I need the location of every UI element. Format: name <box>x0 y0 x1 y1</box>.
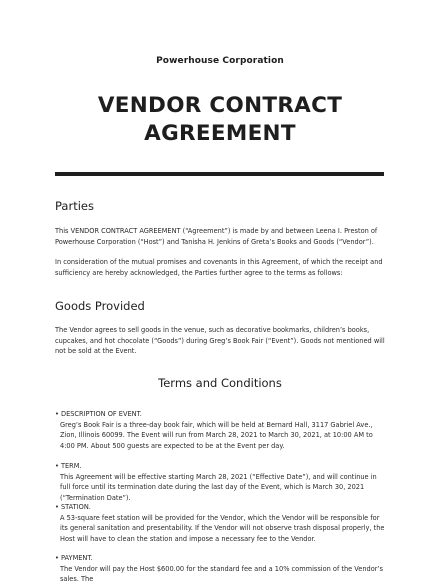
document-title <box>40 92 400 148</box>
title-line-2: AGREEMENT <box>144 121 296 146</box>
term-item-label: • DESCRIPTION OF EVENT. <box>55 410 142 418</box>
term-item-body: This Agreement will be effective starting March 28, 2021 (“Effective Date”), and will continue in full force until its termination date during the last day of the Event, which is March 30, 2021 (“Termination Date”). <box>60 472 377 502</box>
term-item-station <box>55 502 387 544</box>
goods-heading: Goods Provided <box>55 299 145 313</box>
goods-paragraph: The Vendor agrees to sell goods in the venue, such as decorative bookmarks, children’s books, cupcakes, and hot chocolate (“Goods”) during Greg’s Book Fair (“Event”). Goods not mentioned will not be sold at the Event. <box>55 326 385 355</box>
parties-paragraph-1: This VENDOR CONTRACT AGREEMENT (“Agreement”) is made by and between Leena I. Preston of Powerhouse Corporation (“Host”) and Tanisha H. Jenkins of Greta’s Books and Goods (“Vendor”). <box>55 227 378 246</box>
term-item-description <box>55 409 387 451</box>
title-line-1: VENDOR CONTRACT <box>97 93 343 118</box>
terms-heading: Terms and Conditions <box>158 376 282 390</box>
term-item-term <box>55 461 387 503</box>
company-name: Powerhouse Corporation <box>156 56 284 66</box>
title-divider <box>55 172 384 176</box>
term-item-body: The Vendor will pay the Host $600.00 for the standard fee and a 10% commission of the Vendor’s sales. The <box>60 564 383 583</box>
term-item-label: • PAYMENT. <box>55 554 93 562</box>
parties-heading: Parties <box>55 199 94 213</box>
term-item-body: A 53-square feet station will be provided for the Vendor, which the Vendor will be responsible for its general sanitation and presentability. If the Vendor will not observe trash disposal properly, the Host will have to clean the station and impose a necessary fee to the Vendor. <box>60 513 385 543</box>
term-item-label: • STATION. <box>55 503 91 511</box>
parties-paragraph-2: In consideration of the mutual promises and covenants in this Agreement, of which the receipt and sufficiency are hereby acknowledged, the Parties further agree to the terms as follows: <box>55 258 383 277</box>
term-item-body: Greg’s Book Fair is a three-day book fair, which will be held at Bernard Hall, 3117 Gabriel Ave., Zion, Illinois 60099. The Event will run from March 28, 2021 to March 30, 2021, at 10:00 AM to 4:00 PM. About 500 guests are expected to be at the Event per day. <box>60 420 373 450</box>
term-item-label: • TERM. <box>55 462 82 470</box>
term-item-payment <box>55 553 387 585</box>
